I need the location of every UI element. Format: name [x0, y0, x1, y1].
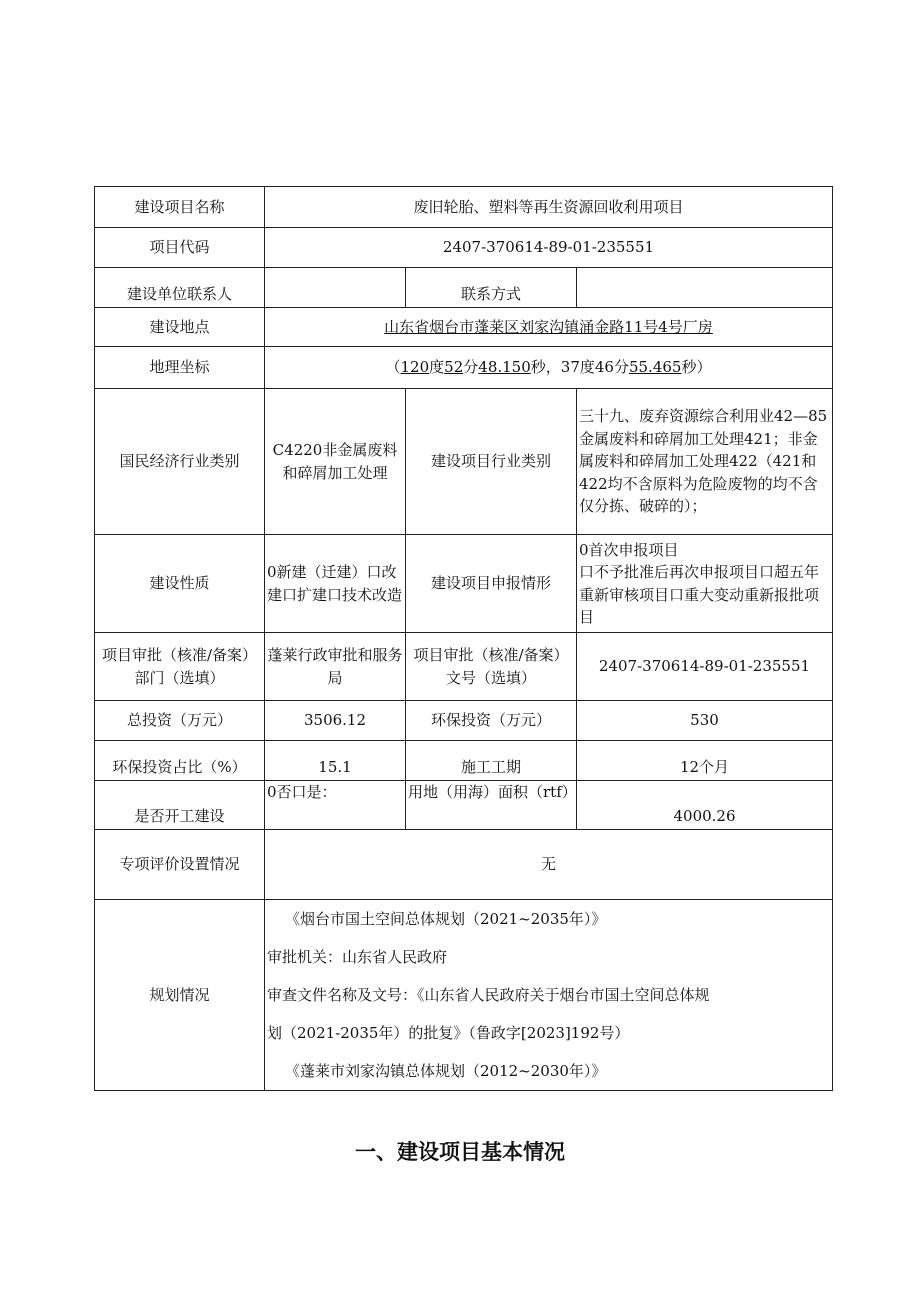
label-project-code: 项目代码	[95, 228, 265, 268]
row-special	[95, 830, 833, 900]
row-planning	[95, 900, 833, 1091]
value-coordinates	[265, 347, 833, 389]
planning-line: 划（2021-2035年）的批复》（鲁政字[2023]192号）	[267, 1024, 630, 1042]
value-construction-period: 12个月	[577, 741, 833, 781]
row-project-code	[95, 228, 833, 268]
coord-lon-min: 52	[444, 358, 464, 377]
planning-line: 审查文件名称及文号：《山东省人民政府关于烟台市国土空间总体规	[267, 986, 710, 1004]
label-started: 是否开工建设	[95, 781, 265, 830]
value-approval-no: 2407-370614-89-01-235551	[577, 633, 833, 701]
value-env-ratio: 15.1	[265, 741, 406, 781]
label-contact-method: 联系方式	[406, 268, 577, 308]
row-ratio	[95, 741, 833, 781]
label-approval-dept: 项目审批（核准/备案）部门（选填）	[95, 633, 265, 701]
value-location: 山东省烟台市蓬莱区刘家沟镇涌金路11号4号厂房	[265, 308, 833, 347]
section-title: 一、建设项目基本情况	[355, 1140, 565, 1164]
label-nature: 建设性质	[95, 535, 265, 633]
label-total-investment: 总投资（万元）	[95, 701, 265, 741]
planning-line: 《烟台市国土空间总体规划（2021~2035年）》	[285, 910, 607, 928]
value-planning	[265, 900, 833, 1091]
project-info-table	[94, 186, 833, 1091]
value-nature: 0新建（迁建）口改建口扩建口技术改造	[265, 535, 406, 633]
coord-sep: 秒，37度46分	[530, 358, 629, 377]
row-location	[95, 308, 833, 347]
value-application: 0首次申报项目 口不予批准后再次申报项目口超五年重新审核项目口重大变动重新报批项目	[577, 535, 833, 633]
label-env-investment: 环保投资（万元）	[406, 701, 577, 741]
row-approval	[95, 633, 833, 701]
row-contact	[95, 268, 833, 308]
label-contact-person: 建设单位联系人	[95, 268, 265, 308]
row-coordinates	[95, 347, 833, 389]
coord-lon-deg-unit: 度	[429, 358, 445, 377]
planning-line: 《蓬莱市刘家沟镇总体规划（2012~2030年）》	[285, 1062, 607, 1080]
label-special-eval: 专项评价设置情况	[95, 830, 265, 900]
label-industry: 国民经济行业类别	[95, 389, 265, 535]
value-approval-dept: 蓬莱行政审批和服务局	[265, 633, 406, 701]
value-project-industry: 三十九、废弃资源综合利用业42—85金属废料和碎屑加工处理421；非金属废料和碎屑加工处理422（421和422均不含原料为危险废物的均不含仅分拣、破碎的）；	[577, 389, 833, 535]
row-industry	[95, 389, 833, 535]
label-construction-period: 施工工期	[406, 741, 577, 781]
label-project-name: 建设项目名称	[95, 187, 265, 228]
coord-lat-sec: 55.465	[628, 358, 682, 377]
coord-lon-min-unit: 分	[463, 358, 479, 377]
coord-close: 秒）	[681, 358, 712, 377]
value-env-investment: 530	[577, 701, 833, 741]
label-location: 建设地点	[95, 308, 265, 347]
label-land-area: 用地（用海）面积（rtf）	[406, 781, 577, 830]
label-project-industry: 建设项目行业类别	[406, 389, 577, 535]
value-project-code: 2407-370614-89-01-235551	[265, 228, 833, 268]
label-planning: 规划情况	[95, 900, 265, 1091]
value-total-investment: 3506.12	[265, 701, 406, 741]
label-application: 建设项目申报情形	[406, 535, 577, 633]
value-contact-person	[265, 268, 406, 308]
label-coordinates: 地理坐标	[95, 347, 265, 389]
value-contact-method	[577, 268, 833, 308]
coord-lon-deg: 120	[400, 358, 430, 377]
value-land-area: 4000.26	[577, 781, 833, 830]
value-started: 0否口是：	[265, 781, 406, 830]
planning-line: 审批机关：山东省人民政府	[267, 948, 448, 966]
value-special-eval: 无	[265, 830, 833, 900]
value-project-name: 废旧轮胎、塑料等再生资源回收利用项目	[265, 187, 833, 228]
coord-open: （	[385, 358, 401, 377]
label-env-ratio: 环保投资占比（%）	[95, 741, 265, 781]
coord-lon-sec: 48.150	[478, 358, 531, 377]
row-started	[95, 781, 833, 830]
row-project-name	[95, 187, 833, 228]
value-industry: C4220非金属废料和碎屑加工处理	[265, 389, 406, 535]
row-investment	[95, 701, 833, 741]
label-approval-no: 项目审批（核准/备案）文号（选填）	[406, 633, 577, 701]
row-nature	[95, 535, 833, 633]
